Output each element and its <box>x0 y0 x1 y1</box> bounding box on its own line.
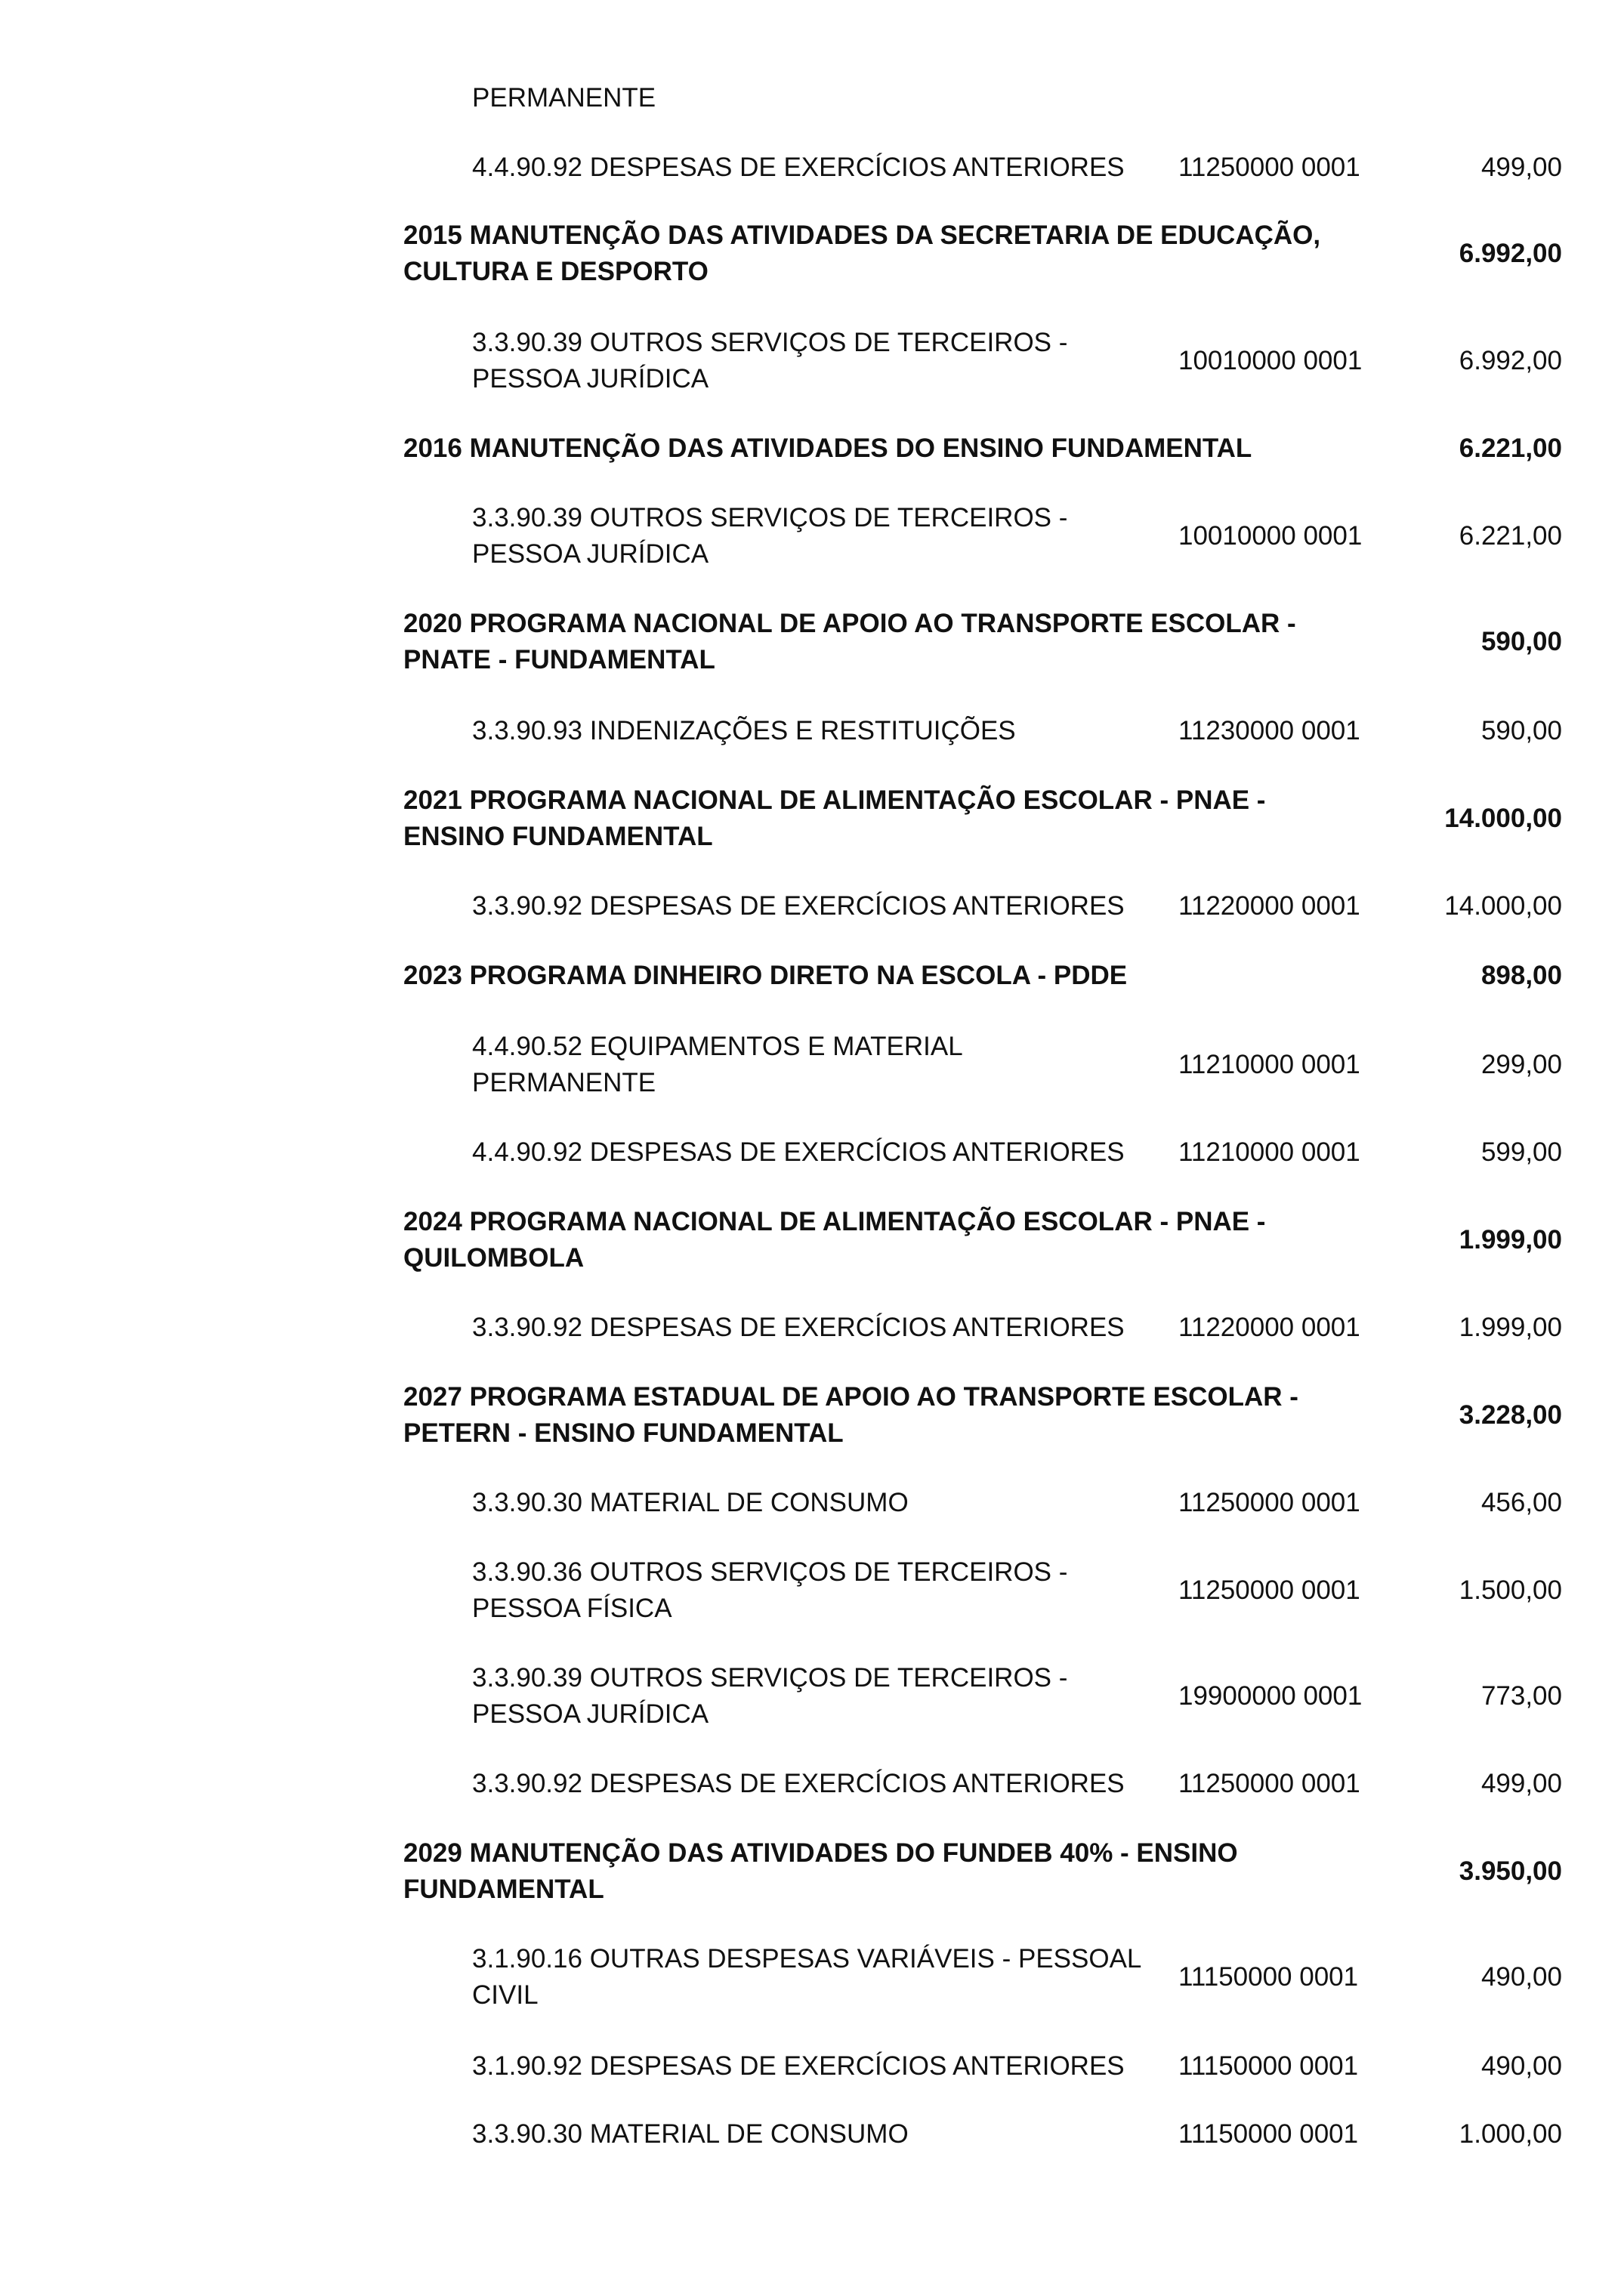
source-code: 10010000 0001 <box>1178 521 1363 551</box>
description-line: 4.4.90.92 DESPESAS DE EXERCÍCIOS ANTERIORES <box>472 1137 1125 1167</box>
description-line: 3.3.90.39 OUTROS SERVIÇOS DE TERCEIROS - <box>472 1663 1068 1693</box>
description-line: 2015 MANUTENÇÃO DAS ATIVIDADES DA SECRETARIA DE EDUCAÇÃO, <box>403 221 1321 250</box>
description-line: 3.3.90.92 DESPESAS DE EXERCÍCIOS ANTERIORES <box>472 1313 1125 1342</box>
expense-value: 6.992,00 <box>1459 346 1562 375</box>
action-row <box>0 606 1624 678</box>
source-code: 19900000 0001 <box>1178 1681 1363 1711</box>
action-row <box>0 1204 1624 1276</box>
action-title <box>403 1204 1265 1276</box>
action-total: 3.228,00 <box>1459 1400 1562 1430</box>
source-code: 11150000 0001 <box>1178 1962 1359 1992</box>
expense-description <box>472 1485 909 1521</box>
action-title <box>403 606 1296 678</box>
expense-value: 490,00 <box>1480 2051 1562 2081</box>
action-total: 6.992,00 <box>1459 239 1562 268</box>
expense-row <box>0 1485 1624 1521</box>
description-line: 3.3.90.36 OUTROS SERVIÇOS DE TERCEIROS - <box>472 1557 1068 1587</box>
source-code: 11230000 0001 <box>1178 716 1360 745</box>
action-row <box>0 430 1624 467</box>
expense-row <box>0 1554 1624 1627</box>
description-line: PNATE - FUNDAMENTAL <box>403 645 715 674</box>
expense-description <box>472 888 1125 924</box>
description-line: PESSOA JURÍDICA <box>472 539 709 569</box>
description-line: 2024 PROGRAMA NACIONAL DE ALIMENTAÇÃO ESCOLAR - PNAE - <box>403 1207 1266 1236</box>
expense-row <box>0 1660 1624 1733</box>
description-line: 3.3.90.30 MATERIAL DE CONSUMO <box>472 2119 909 2149</box>
source-code: 11220000 0001 <box>1178 1313 1360 1342</box>
description-line: ENSINO FUNDAMENTAL <box>403 822 713 851</box>
expense-description <box>472 713 1016 749</box>
expense-row <box>0 1029 1624 1101</box>
action-title <box>403 1379 1298 1452</box>
expense-value: 773,00 <box>1480 1681 1562 1711</box>
expense-value: 1.999,00 <box>1459 1313 1562 1342</box>
expense-value: 1.500,00 <box>1459 1575 1562 1605</box>
description-line: QUILOMBOLA <box>403 1243 585 1273</box>
description-line: 3.1.90.16 OUTRAS DESPESAS VARIÁVEIS - PESSOAL <box>472 1944 1142 1974</box>
description-line: 2027 PROGRAMA ESTADUAL DE APOIO AO TRANSPORTE ESCOLAR - <box>403 1382 1298 1412</box>
expense-value: 590,00 <box>1480 716 1562 745</box>
action-title <box>403 782 1265 855</box>
description-line: PETERN - ENSINO FUNDAMENTAL <box>403 1418 844 1448</box>
action-title <box>403 218 1320 290</box>
expense-description <box>472 2048 1125 2085</box>
expense-description <box>472 500 1067 572</box>
expense-description <box>472 325 1067 397</box>
expense-row <box>0 2048 1624 2085</box>
expense-row <box>0 713 1624 749</box>
expense-row <box>0 150 1624 186</box>
description-line: 2023 PROGRAMA DINHEIRO DIRETO NA ESCOLA - PDDE <box>403 961 1128 990</box>
action-total: 590,00 <box>1480 627 1562 656</box>
source-code: 11250000 0001 <box>1178 1575 1360 1605</box>
action-row <box>0 958 1624 994</box>
description-line: PESSOA JURÍDICA <box>472 364 709 393</box>
action-row <box>0 1379 1624 1452</box>
description-line: 2021 PROGRAMA NACIONAL DE ALIMENTAÇÃO ESCOLAR - PNAE - <box>403 785 1266 815</box>
action-title <box>403 958 1127 994</box>
expense-description <box>472 1766 1125 1802</box>
expense-row <box>0 2116 1624 2152</box>
action-row <box>0 782 1624 855</box>
source-code: 11210000 0001 <box>1178 1050 1360 1079</box>
expense-description <box>472 80 656 116</box>
expense-description <box>472 1554 1067 1627</box>
description-line: 3.3.90.39 OUTROS SERVIÇOS DE TERCEIROS - <box>472 503 1068 532</box>
action-title <box>403 430 1252 467</box>
source-code: 11220000 0001 <box>1178 891 1360 921</box>
description-line: 4.4.90.52 EQUIPAMENTOS E MATERIAL <box>472 1032 963 1061</box>
description-line: PESSOA FÍSICA <box>472 1594 672 1623</box>
expense-row <box>0 888 1624 924</box>
description-line: PERMANENTE <box>472 1068 656 1097</box>
source-code: 10010000 0001 <box>1178 346 1363 375</box>
expense-row <box>0 1941 1624 2014</box>
source-code: 11250000 0001 <box>1178 1769 1360 1798</box>
description-line: 4.4.90.92 DESPESAS DE EXERCÍCIOS ANTERIORES <box>472 153 1125 182</box>
expense-value: 499,00 <box>1480 1769 1562 1798</box>
action-total: 14.000,00 <box>1444 804 1562 833</box>
expense-row <box>0 1766 1624 1802</box>
expense-description <box>472 1029 963 1101</box>
expense-value: 490,00 <box>1480 1962 1562 1992</box>
expense-description <box>472 1310 1125 1346</box>
description-line: 3.3.90.39 OUTROS SERVIÇOS DE TERCEIROS - <box>472 328 1068 357</box>
action-total: 6.221,00 <box>1459 434 1562 463</box>
description-line: 3.3.90.92 DESPESAS DE EXERCÍCIOS ANTERIORES <box>472 1769 1125 1798</box>
description-line: 3.3.90.92 DESPESAS DE EXERCÍCIOS ANTERIORES <box>472 891 1125 921</box>
expense-row <box>0 325 1624 397</box>
description-line: CULTURA E DESPORTO <box>403 257 709 286</box>
action-total: 1.999,00 <box>1459 1225 1562 1254</box>
expense-value: 499,00 <box>1480 153 1562 182</box>
description-line: FUNDAMENTAL <box>403 1875 604 1904</box>
expense-row <box>0 500 1624 572</box>
source-code: 11250000 0001 <box>1178 1488 1360 1517</box>
expense-row <box>0 1134 1624 1171</box>
expense-description <box>472 1941 1141 2014</box>
description-line: 2016 MANUTENÇÃO DAS ATIVIDADES DO ENSINO FUNDAMENTAL <box>403 434 1252 463</box>
description-line: CIVIL <box>472 1980 539 2010</box>
source-code: 11150000 0001 <box>1178 2119 1359 2149</box>
source-code: 11250000 0001 <box>1178 153 1360 182</box>
source-code: 11210000 0001 <box>1178 1137 1360 1167</box>
action-row <box>0 218 1624 290</box>
description-line: 3.1.90.92 DESPESAS DE EXERCÍCIOS ANTERIORES <box>472 2051 1125 2081</box>
expense-description <box>472 150 1125 186</box>
expense-description <box>472 1660 1067 1733</box>
expense-value: 456,00 <box>1480 1488 1562 1517</box>
description-line: PESSOA JURÍDICA <box>472 1699 709 1729</box>
expense-value: 599,00 <box>1480 1137 1562 1167</box>
expense-value: 1.000,00 <box>1459 2119 1562 2149</box>
expense-description <box>472 1134 1125 1171</box>
description-line: 2020 PROGRAMA NACIONAL DE APOIO AO TRANSPORTE ESCOLAR - <box>403 609 1296 638</box>
description-line: 3.3.90.93 INDENIZAÇÕES E RESTITUIÇÕES <box>472 716 1016 745</box>
description-line: 2029 MANUTENÇÃO DAS ATIVIDADES DO FUNDEB 40% - ENSINO <box>403 1838 1238 1868</box>
description-line: 3.3.90.30 MATERIAL DE CONSUMO <box>472 1488 909 1517</box>
action-title <box>403 1835 1238 1908</box>
expense-row <box>0 1310 1624 1346</box>
description-line: PERMANENTE <box>472 83 656 113</box>
action-total: 898,00 <box>1480 961 1562 990</box>
expense-value: 6.221,00 <box>1459 521 1562 551</box>
source-code: 11150000 0001 <box>1178 2051 1359 2081</box>
expense-value: 14.000,00 <box>1444 891 1562 921</box>
expense-description <box>472 2116 909 2152</box>
expense-value: 299,00 <box>1480 1050 1562 1079</box>
action-row <box>0 1835 1624 1908</box>
action-total: 3.950,00 <box>1459 1856 1562 1886</box>
expense-row <box>0 80 1624 116</box>
